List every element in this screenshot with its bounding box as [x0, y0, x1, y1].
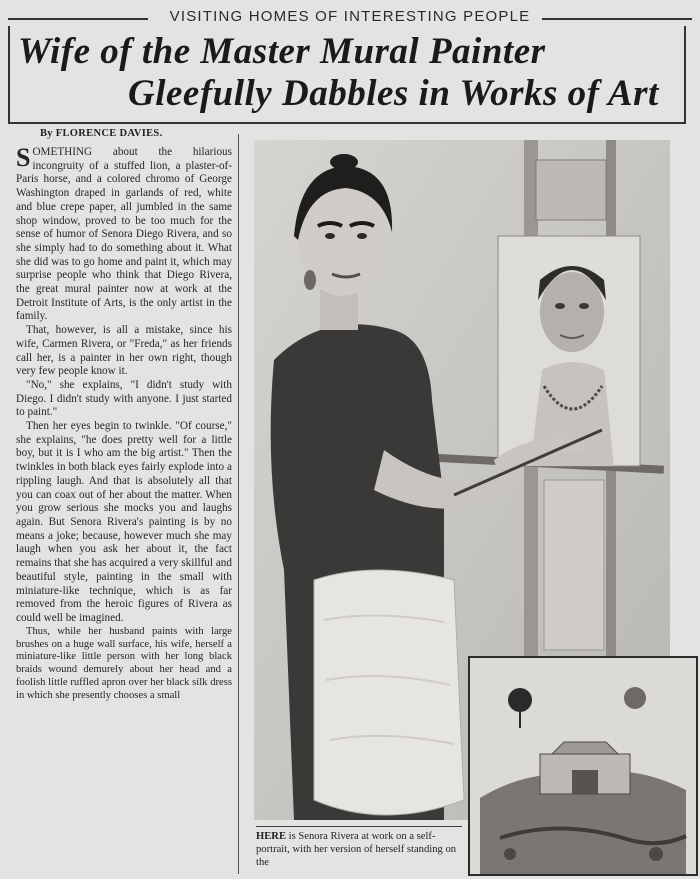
painting-inset-illustration [470, 658, 696, 874]
kicker-rule-right [542, 18, 692, 20]
headline-line-2: Gleefully Dabbles in Works of Art [128, 73, 659, 114]
photo-caption [256, 826, 462, 869]
drop-cap: S [16, 143, 31, 172]
paragraph-3: "No," she explains, "I didn't study with Diego. I didn't study with anyone. I just started to paint." [16, 378, 232, 419]
column-rule [238, 134, 239, 874]
caption-text: is Senora Rivera at work on a self-portrait, with her version of herself standing on the [256, 831, 457, 868]
caption-lead: HERE [256, 831, 287, 842]
byline: By FLORENCE DAVIES. [40, 128, 163, 139]
kicker-rule-left [8, 18, 148, 20]
headline-line-1: Wife of the Master Mural Painter [18, 31, 546, 72]
kicker-text: VISITING HOMES OF INTERESTING PEOPLE [169, 8, 531, 25]
paragraph-1 [16, 143, 232, 324]
paragraph-2: That, however, is all a mistake, since his wife, Carmen Rivera, or "Freda," as her friends call her, is a painter in her own right, though very few people know it. [16, 324, 232, 378]
paragraph-1-text: OMETHING about the hilarious incongruity of a stuffed lion, a plaster-of-Paris horse, and a colored chromo of George Washington draped in garlands of red, white and blue crepe paper, all jumbled in the same shop window, proved to be too much for the sense of humor of Senora Diego Rivera, and so she simply had to do something about it. What she did was to go home and paint it, which may surprise people who think that Diego Rivera, the great mural painter now at work at the Detroit Institute of Arts, is the only artist in the family. [16, 146, 232, 323]
painting-inset-photo [468, 656, 698, 876]
article-body [16, 143, 232, 703]
paragraph-4: Then her eyes begin to twinkle. "Of course," she explains, "he does pretty well for a little boy, but it is I who am the big artist." Then the twinkles in both black eyes fairly explode into a rippling laugh. And that is absolutely all that you can coax out of her about the matter. When you grow serious she mocks you and laughs again. But Senora Rivera's painting is by no means a joke; because, however much she may laugh when you ask her about it, the fact remains that she has acquired a very skillful and beautiful style, painting in the small with miniature-like technique, which is as far removed from the heroic figures of Rivera as could well be imagined. [16, 420, 232, 624]
paragraph-5: Thus, while her husband paints with large brushes on a huge wall surface, his wife, herself a miniature-like little person with her long black braids wound demurely about her head and a foolish little ruffled apron over her black silk dress in which she presently chooses a small [16, 625, 232, 702]
